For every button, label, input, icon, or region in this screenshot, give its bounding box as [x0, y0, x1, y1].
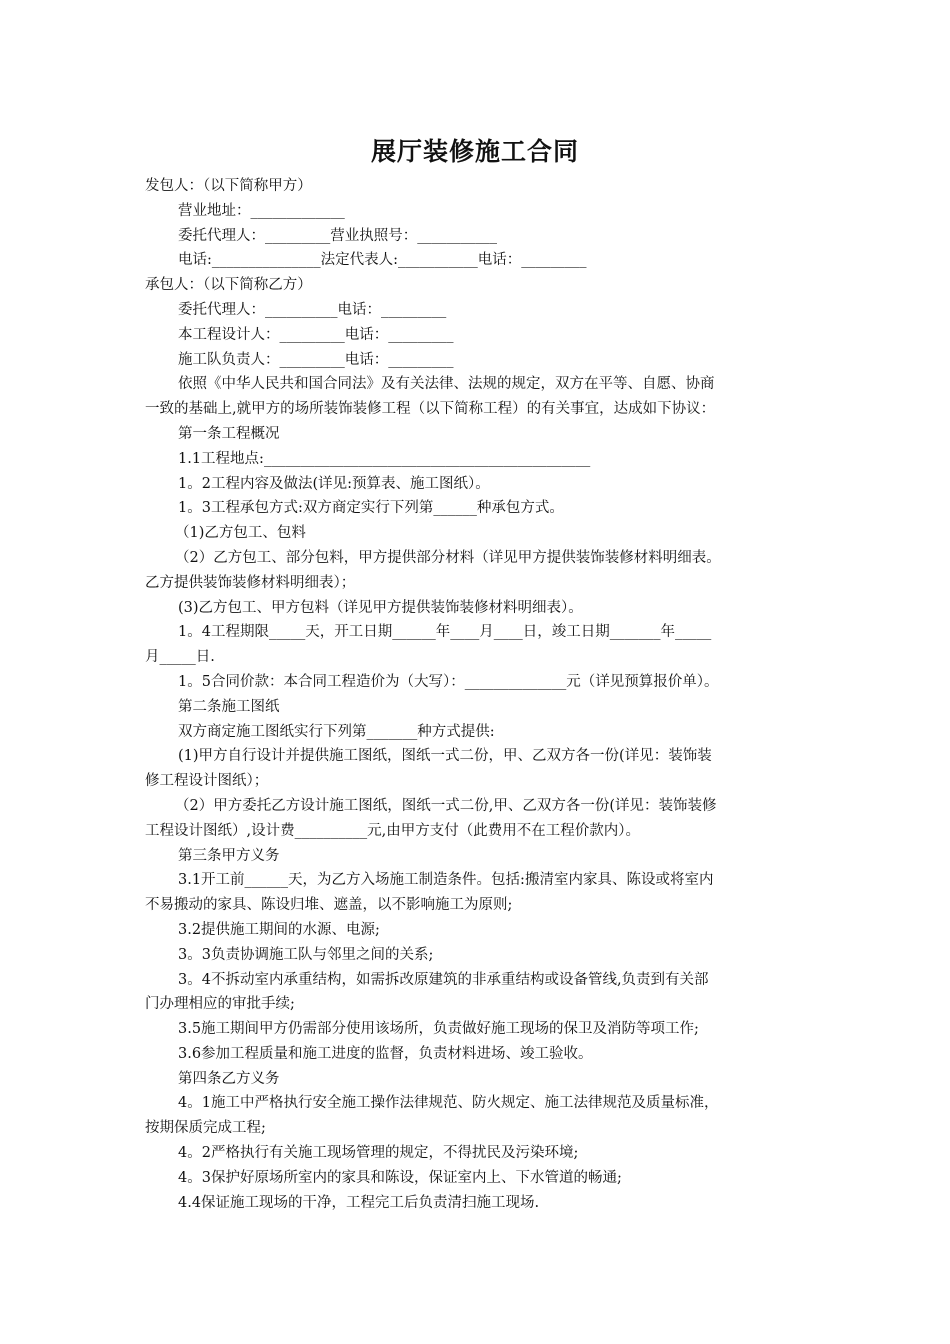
body-line: 电话:_______________法定代表人:___________电话：_________	[178, 252, 587, 269]
body-line: 营业地址：_____________	[178, 202, 345, 219]
document-body	[145, 174, 810, 1215]
body-line: 双方商定施工图纸实行下列第_______种方式提供:	[178, 723, 495, 740]
body-line: 1。4工程期限_____天，开工日期______年____月____日，竣工日期_______年_____	[178, 624, 712, 641]
body-line: （1)乙方包工、包料	[175, 525, 306, 542]
body-line: 一致的基础上,就甲方的场所装饰装修工程（以下简称工程）的有关事宜，达成如下协议：	[145, 401, 716, 418]
body-line: 1。2工程内容及做法(详见:预算表、施工图纸）。	[178, 475, 490, 492]
body-line: 依照《中华人民共和国合同法》及有关法律、法规的规定，双方在平等、自愿、协商	[178, 376, 715, 393]
body-line: 不易搬动的家具、陈设归堆、遮盖，以不影响施工为原则;	[145, 897, 513, 914]
body-line: 修工程设计图纸）；	[145, 773, 269, 790]
body-line: 第一条工程概况	[178, 425, 280, 442]
body-line: 4.4保证施工现场的干净，工程完工后负责清扫施工现场.	[178, 1194, 540, 1211]
body-line: （2）甲方委托乙方设计施工图纸，图纸一式二份,甲、乙双方各一份(详见：装饰装修	[175, 797, 717, 814]
body-line: 第二条施工图纸	[178, 698, 280, 715]
body-line: 4。2严格执行有关施工现场管理的规定，不得扰民及污染环境;	[178, 1145, 579, 1162]
body-line: 施工队负责人：_________电话：_________	[178, 351, 454, 368]
body-line: 4。3保护好原场所室内的家具和陈设，保证室内上、下水管道的畅通;	[178, 1169, 622, 1186]
body-line: 1。5合同价款：本合同工程造价为（大写）：______________元（详见预算报价单）。	[178, 673, 719, 690]
body-line: (3)乙方包工、甲方包料（详见甲方提供装饰装修材料明细表）。	[178, 599, 583, 616]
body-line: 3.1开工前______天，为乙方入场施工制造条件。包括:搬清室内家具、陈设或将室内	[178, 872, 714, 889]
body-line: 1。3工程承包方式:双方商定实行下列第______种承包方式。	[178, 500, 564, 517]
body-line: 1.1工程地点:_____________________________________________	[178, 450, 591, 467]
body-line: 月_____日.	[145, 649, 215, 666]
body-line: 委托代理人：__________电话：_________	[178, 301, 447, 318]
body-line: 门办理相应的审批手续;	[145, 996, 295, 1013]
body-line: 发包人：（以下简称甲方）	[145, 178, 312, 194]
body-line: 3.2提供施工期间的水源、电源;	[178, 921, 380, 938]
body-line: 3.6参加工程质量和施工进度的监督，负责材料进场、竣工验收。	[178, 1045, 593, 1062]
body-line: 3。3负责协调施工队与邻里之间的关系;	[178, 946, 434, 963]
body-line: 3。4不拆动室内承重结构，如需拆改原建筑的非承重结构或设备管线,负责到有关部	[178, 971, 709, 988]
body-line: 工程设计图纸）,设计费__________元,由甲方支付（此费用不在工程价款内）。	[145, 822, 640, 839]
document-title: 展厅装修施工合同	[370, 137, 579, 166]
body-line: 乙方提供装饰装修材料明细表）；	[145, 574, 356, 591]
body-line: 第三条甲方义务	[178, 847, 280, 864]
body-line: 4。1施工中严格执行安全施工操作法律规范、防火规定、施工法律规范及质量标准，	[178, 1095, 719, 1112]
body-line: 第四条乙方义务	[178, 1070, 280, 1087]
body-line: (1)甲方自行设计并提供施工图纸，图纸一式二份，甲、乙双方各一份(详见：装饰装	[178, 748, 712, 765]
body-line: 承包人：（以下简称乙方）	[145, 277, 312, 294]
body-line: 本工程设计人：_________电话：_________	[178, 326, 454, 343]
body-line: 3.5施工期间甲方仍需部分使用该场所，负责做好施工现场的保卫及消防等项工作;	[178, 1021, 699, 1038]
body-line: （2）乙方包工、部分包料，甲方提供部分材料（详见甲方提供装饰装修材料明细表。	[175, 549, 721, 566]
body-line: 按期保质完成工程;	[145, 1120, 266, 1137]
body-line: 委托代理人：_________营业执照号：___________	[178, 227, 497, 244]
